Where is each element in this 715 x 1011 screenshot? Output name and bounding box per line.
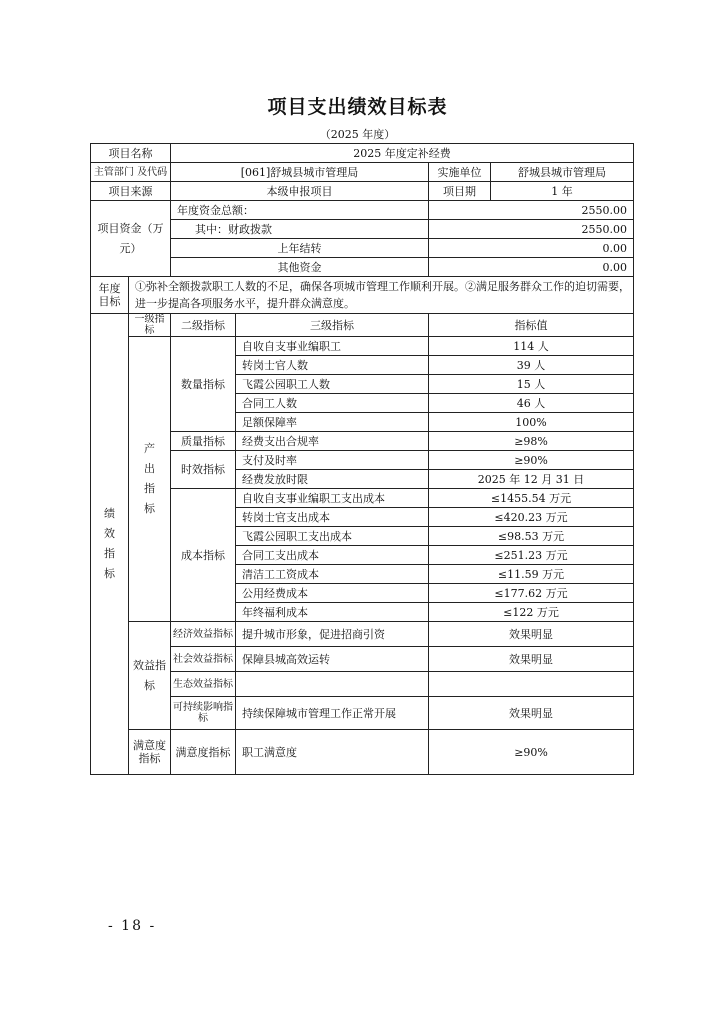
- cost-indicator-label: 成本指标: [171, 489, 236, 622]
- impl-value: 舒城县城市管理局: [491, 163, 634, 182]
- table-row: [91, 697, 634, 730]
- indicator-name: [236, 672, 429, 697]
- indicator-value: ≤98.53 万元: [429, 527, 634, 546]
- table-row: [91, 647, 634, 672]
- page-number: - 18 -: [108, 918, 157, 934]
- funds-fiscal-row: [91, 220, 634, 239]
- header-value: 指标值: [429, 314, 634, 337]
- performance-indicators-label: 绩效指标: [91, 314, 129, 775]
- indicator-value: 效果明显: [429, 697, 634, 730]
- indicator-name: 职工满意度: [236, 730, 429, 775]
- source-label: 项目来源: [91, 182, 171, 201]
- dept-value: [061]舒城县城市管理局: [171, 163, 429, 182]
- funds-total-row: [91, 201, 634, 220]
- indicator-name: 经费支出合规率: [236, 432, 429, 451]
- performance-target-table: [90, 143, 634, 775]
- funds-other-value: 0.00: [429, 258, 634, 277]
- period-value: 1 年: [491, 182, 634, 201]
- goal-row: [91, 277, 634, 314]
- indicator-value: ≥90%: [429, 730, 634, 775]
- dept-label: 主管部门 及代码: [91, 163, 171, 182]
- header-level3: 三级指标: [236, 314, 429, 337]
- quality-indicator-label: 质量指标: [171, 432, 236, 451]
- indicator-name: 合同工人数: [236, 394, 429, 413]
- table-row: [91, 489, 634, 508]
- table-row: [91, 622, 634, 647]
- indicator-value: 100%: [429, 413, 634, 432]
- sustain-indicator-label: 可持续影响指标: [171, 697, 236, 730]
- indicator-name: 转岗士官支出成本: [236, 508, 429, 527]
- timeliness-indicator-label: 时效指标: [171, 451, 236, 489]
- indicator-name: 合同工支出成本: [236, 546, 429, 565]
- goal-label: 年度目标: [91, 277, 129, 314]
- social-indicator-label: 社会效益指标: [171, 647, 236, 672]
- impl-label: 实施单位: [429, 163, 491, 182]
- source-row: [91, 182, 634, 201]
- funds-fiscal-value: 2550.00: [429, 220, 634, 239]
- project-name-label: 项目名称: [91, 144, 171, 163]
- indicator-value: ≤251.23 万元: [429, 546, 634, 565]
- indicator-name: 持续保障城市管理工作正常开展: [236, 697, 429, 730]
- table-row: [91, 730, 634, 775]
- funds-carry-label: 上年结转: [171, 239, 429, 258]
- benefit-indicator-label: 效益指标: [129, 622, 171, 730]
- funds-other-row: [91, 258, 634, 277]
- indicator-value: ≥98%: [429, 432, 634, 451]
- output-indicator-label: 产出指标: [129, 337, 171, 622]
- indicator-name: 清洁工工资成本: [236, 565, 429, 584]
- period-label: 项目期: [429, 182, 491, 201]
- header-level1: 一级指标: [129, 314, 171, 337]
- indicator-value: 效果明显: [429, 622, 634, 647]
- source-value: 本级申报项目: [171, 182, 429, 201]
- indicator-value: 15 人: [429, 375, 634, 394]
- indicator-name: 飞霞公园职工人数: [236, 375, 429, 394]
- header-level2: 二级指标: [171, 314, 236, 337]
- indicator-name: 自收自支事业编职工: [236, 337, 429, 356]
- indicator-value: 46 人: [429, 394, 634, 413]
- funds-total-label: 年度资金总额：: [171, 201, 429, 220]
- satisfaction-sub-label: 满意度指标: [171, 730, 236, 775]
- indicator-name: 自收自支事业编职工支出成本: [236, 489, 429, 508]
- indicator-name: 飞霞公园职工支出成本: [236, 527, 429, 546]
- year-note: （2025 年度）: [319, 128, 396, 141]
- goal-text: ①弥补全额拨款职工人数的不足，确保各项城市管理工作顺利开展。②满足服务群众工作的迫切需要，进一步提高各项服务水平，提升群众满意度。: [129, 277, 634, 314]
- indicator-value: 效果明显: [429, 647, 634, 672]
- project-name-row: [91, 144, 634, 163]
- indicator-name: 足额保障率: [236, 413, 429, 432]
- funds-carry-row: [91, 239, 634, 258]
- indicator-name: 年终福利成本: [236, 603, 429, 622]
- indicator-name: 支付及时率: [236, 451, 429, 470]
- table-row: [91, 337, 634, 356]
- page-title: 项目支出绩效目标表: [267, 96, 448, 118]
- indicator-value: 2025 年 12 月 31 日: [429, 470, 634, 489]
- dept-row: [91, 163, 634, 182]
- indicator-name: 公用经费成本: [236, 584, 429, 603]
- indicator-name: 经费发放时限: [236, 470, 429, 489]
- indicator-value: ≤11.59 万元: [429, 565, 634, 584]
- funds-fiscal-label: 其中：财政拨款: [171, 220, 429, 239]
- indicator-header-row: [91, 314, 634, 337]
- table-row: [91, 432, 634, 451]
- funds-total-value: 2550.00: [429, 201, 634, 220]
- ecological-indicator-label: 生态效益指标: [171, 672, 236, 697]
- indicator-value: ≤177.62 万元: [429, 584, 634, 603]
- table-row: [91, 672, 634, 697]
- indicator-value: 39 人: [429, 356, 634, 375]
- indicator-name: 保障县城高效运转: [236, 647, 429, 672]
- economic-indicator-label: 经济效益指标: [171, 622, 236, 647]
- indicator-value: ≤122 万元: [429, 603, 634, 622]
- indicator-value: ≤420.23 万元: [429, 508, 634, 527]
- funds-other-label: 其他资金: [171, 258, 429, 277]
- funds-label: 项目资金（万元）: [91, 201, 171, 277]
- funds-carry-value: 0.00: [429, 239, 634, 258]
- indicator-name: 转岗士官人数: [236, 356, 429, 375]
- project-name-value: 2025 年度定补经费: [171, 144, 634, 163]
- table-row: [91, 451, 634, 470]
- indicator-name: 提升城市形象，促进招商引资: [236, 622, 429, 647]
- indicator-value: ≤1455.54 万元: [429, 489, 634, 508]
- satisfaction-indicator-label: 满意度指标: [129, 730, 171, 775]
- indicator-value: 114 人: [429, 337, 634, 356]
- indicator-value: ≥90%: [429, 451, 634, 470]
- quantity-indicator-label: 数量指标: [171, 337, 236, 432]
- indicator-value: [429, 672, 634, 697]
